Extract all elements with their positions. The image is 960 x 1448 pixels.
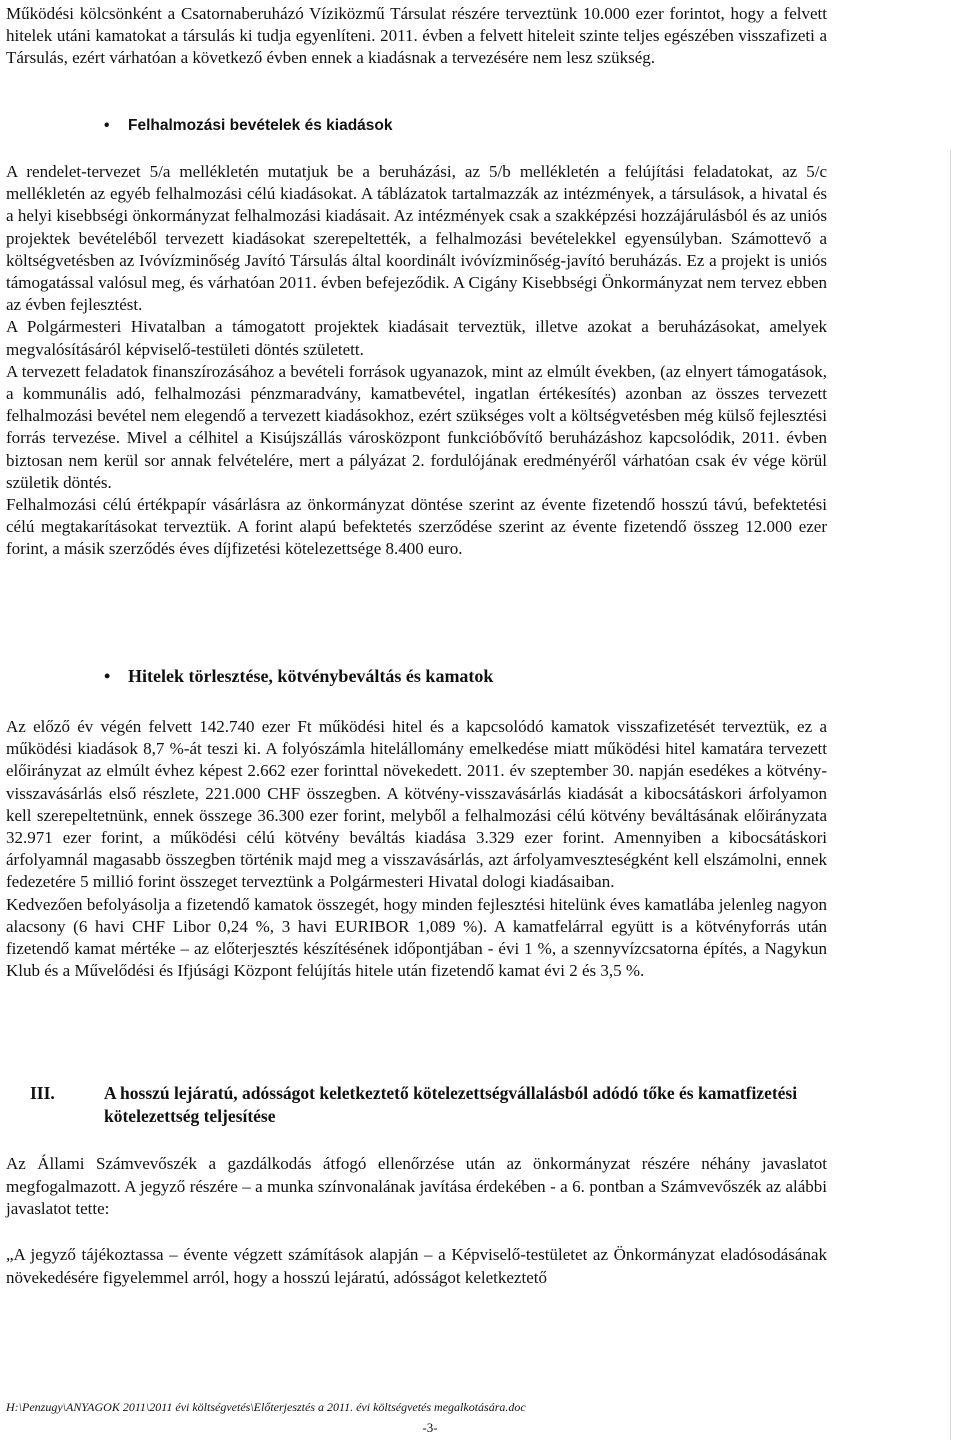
bullet-icon: • xyxy=(104,666,111,686)
paragraph: Az előző év végén felvett 142.740 ezer Ft működési hitel és a kapcsolódó kamatok visszafizetését terveztük, ez a működési kiadások 8,7 %-át teszi ki. A folyószámla hitelállomány emelkedése miatt működési hitel kamatára tervezett előirányzat az elmúlt évhez képest 2.662 ezer forinttal növekedett. 2011. év szeptember 30. napján esedékes a kötvény-visszavásárlás első részlete, 221.000 CHF összegben. A kötvény-visszavásárlás kiadását a kibocsátáskori árfolyamon kell szerepeltetnünk, ennek összege 36.300 ezer forint, melyből a felhalmozási célú kötvény beváltásának előirányzata 32.971 ezer forint, a működési célú kötvény beváltás kiadása 3.329 ezer forint. Amennyiben a kibocsátáskori árfolyamnál magasabb összegben történik majd meg a visszavásárlás, azt árfolyamveszteségként kell elszámolni, ennek fedezetére 5 millió forint összeget terveztünk a Polgármesteri Hivatal dologi kiadásaiban. xyxy=(6,717,827,892)
section-heading-capital-text: Felhalmozási bevételek és kiadások xyxy=(128,117,393,134)
paragraph: A Polgármesteri Hivatalban a támogatott projektek kiadásait terveztük, illetve azokat a beruházásokat, amelyek megvalósításáról képviselő-testületi döntés született. xyxy=(6,317,827,359)
section-heading-capital xyxy=(104,117,393,135)
quote-text: „A jegyző tájékoztassa – évente végzett számítások alapján – a Képviselő-testületet az Önkormányzat eladósodásának növekedésére figyelemmel arról, hogy a hosszú lejáratú, adósságot keletkeztető xyxy=(6,1245,827,1287)
scan-margin-line xyxy=(950,150,951,1440)
paragraph: Kedvezően befolyásolja a fizetendő kamatok összegét, hogy minden fejlesztési hitelünk éves kamatlába jelenleg nagyon alacsony (6 havi CHF Libor 0,24 %, 3 havi EURIBOR 1,089 %). A kamatfelárral együtt is a kötvényforrás után fizetendő kamat mértéke – az előterjesztés készítésének időpontjában - évi 1 %, a szennyvízcsatorna építés, a Nagykun Klub és a Művelődési és Ifjúsági Központ felújítás hitele után fizetendő kamat évi 2 és 3,5 %. xyxy=(6,894,827,981)
bullet-icon: • xyxy=(104,117,110,134)
footer-file-path: H:\Penzugy\ANYAGOK 2011\2011 évi költségvetés\Előterjesztés a 2011. évi költségvetés megalkotására.doc xyxy=(6,1400,526,1414)
paragraph: A tervezett feladatok finanszírozásához a bevételi források ugyanazok, mint az elmúlt években, (az elnyert támogatások, a kommunális adó, felhalmozási pénzmaradvány, kamatbevétel, ingatlan értékesítés) azonban az összes tervezett felhalmozási bevétel nem elegendő a tervezett kiadásokhoz, ezért szükséges volt a költségvetésben még külső fejlesztési forrás tervezése. Mivel a célhitel a Kisújszállás városközpont funkcióbővítő beruházáshoz kapcsolódik, 2011. évben biztosan nem kerül sor annak felvételére, mert a pályázat 2. fordulójának eredményéről várhatóan csak év vége körül születik döntés. xyxy=(6,361,827,492)
section-number: III. xyxy=(30,1083,55,1103)
section-heading-three xyxy=(30,1082,827,1128)
quote-block xyxy=(6,1244,827,1289)
section-capital-body xyxy=(6,161,827,561)
section-heading-three-text: A hosszú lejáratú, adósságot keletkeztető kötelezettségvállalásból adódó tőke és kamatfizetési kötelezettség teljesítése xyxy=(104,1083,798,1126)
page-number: -3- xyxy=(422,1420,438,1435)
intro-paragraph xyxy=(6,3,827,70)
paragraph: Felhalmozási célú értékpapír vásárlásra az önkormányzat döntése szerint az évente fizetendő hosszú távú, befektetési célú megtakarításokat terveztük. A forint alapú befektetés szerződése szerint az évente fizetendő összeg 12.000 ezer forint, a másik szerződés éves díjfizetési kötelezettsége 8.400 euro. xyxy=(6,495,827,559)
section-heading-loans-text: Hitelek törlesztése, kötvénybeváltás és kamatok xyxy=(128,666,494,686)
paragraph: A rendelet-tervezet 5/a mellékletén mutatjuk be a beruházási, az 5/b mellékletén a felújítási feladatokat, az 5/c mellékletén az egyéb felhalmozási célú kiadásokat. A táblázatok tartalmazzák az intézmények, a társulások, a hivatal és a helyi kisebbségi önkormányzat felhalmozási kiadásait. Az intézmények csak a szakképzési hozzájárulásból és az uniós projektek bevételéből tervezett kiadásokat szerepeltették, a felhalmozási bevételekkel egyensúlyban. Számottevő a költségvetésben az Ivóvízminőség Javító Társulás által koordinált ivóvízminőség-javító beruházás. Ez a projekt is uniós támogatással valósul meg, és várhatóan 2011. évben befejeződik. A Cigány Kisebbségi Önkormányzat nem tervez ebben az évben fejlesztést. xyxy=(6,162,827,315)
section-loans-body xyxy=(6,716,827,982)
section-heading-loans xyxy=(104,666,493,687)
intro-paragraph-text: Működési kölcsönként a Csatornaberuházó Víziközmű Társulat részére terveztünk 10.000 ezer forintot, hogy a felvett hitelek utáni kamatokat a társulás ki tudja egyenlíteni. 2011. évben a felvett hiteleit szinte teljes egészében visszafizeti a Társulás, ezért várhatóan a következő évben ennek a kiadásnak a tervezésére nem lesz szükség. xyxy=(6,4,827,68)
paragraph: Az Állami Számvevőszék a gazdálkodás átfogó ellenőrzése után az önkormányzat részére néhány javaslatot megfogalmazott. A jegyző részére – a munka színvonalának javítása érdekében - a 6. pontban a Számvevőszék az alábbi javaslatot tette: xyxy=(6,1154,827,1219)
section-three-body xyxy=(6,1153,827,1221)
